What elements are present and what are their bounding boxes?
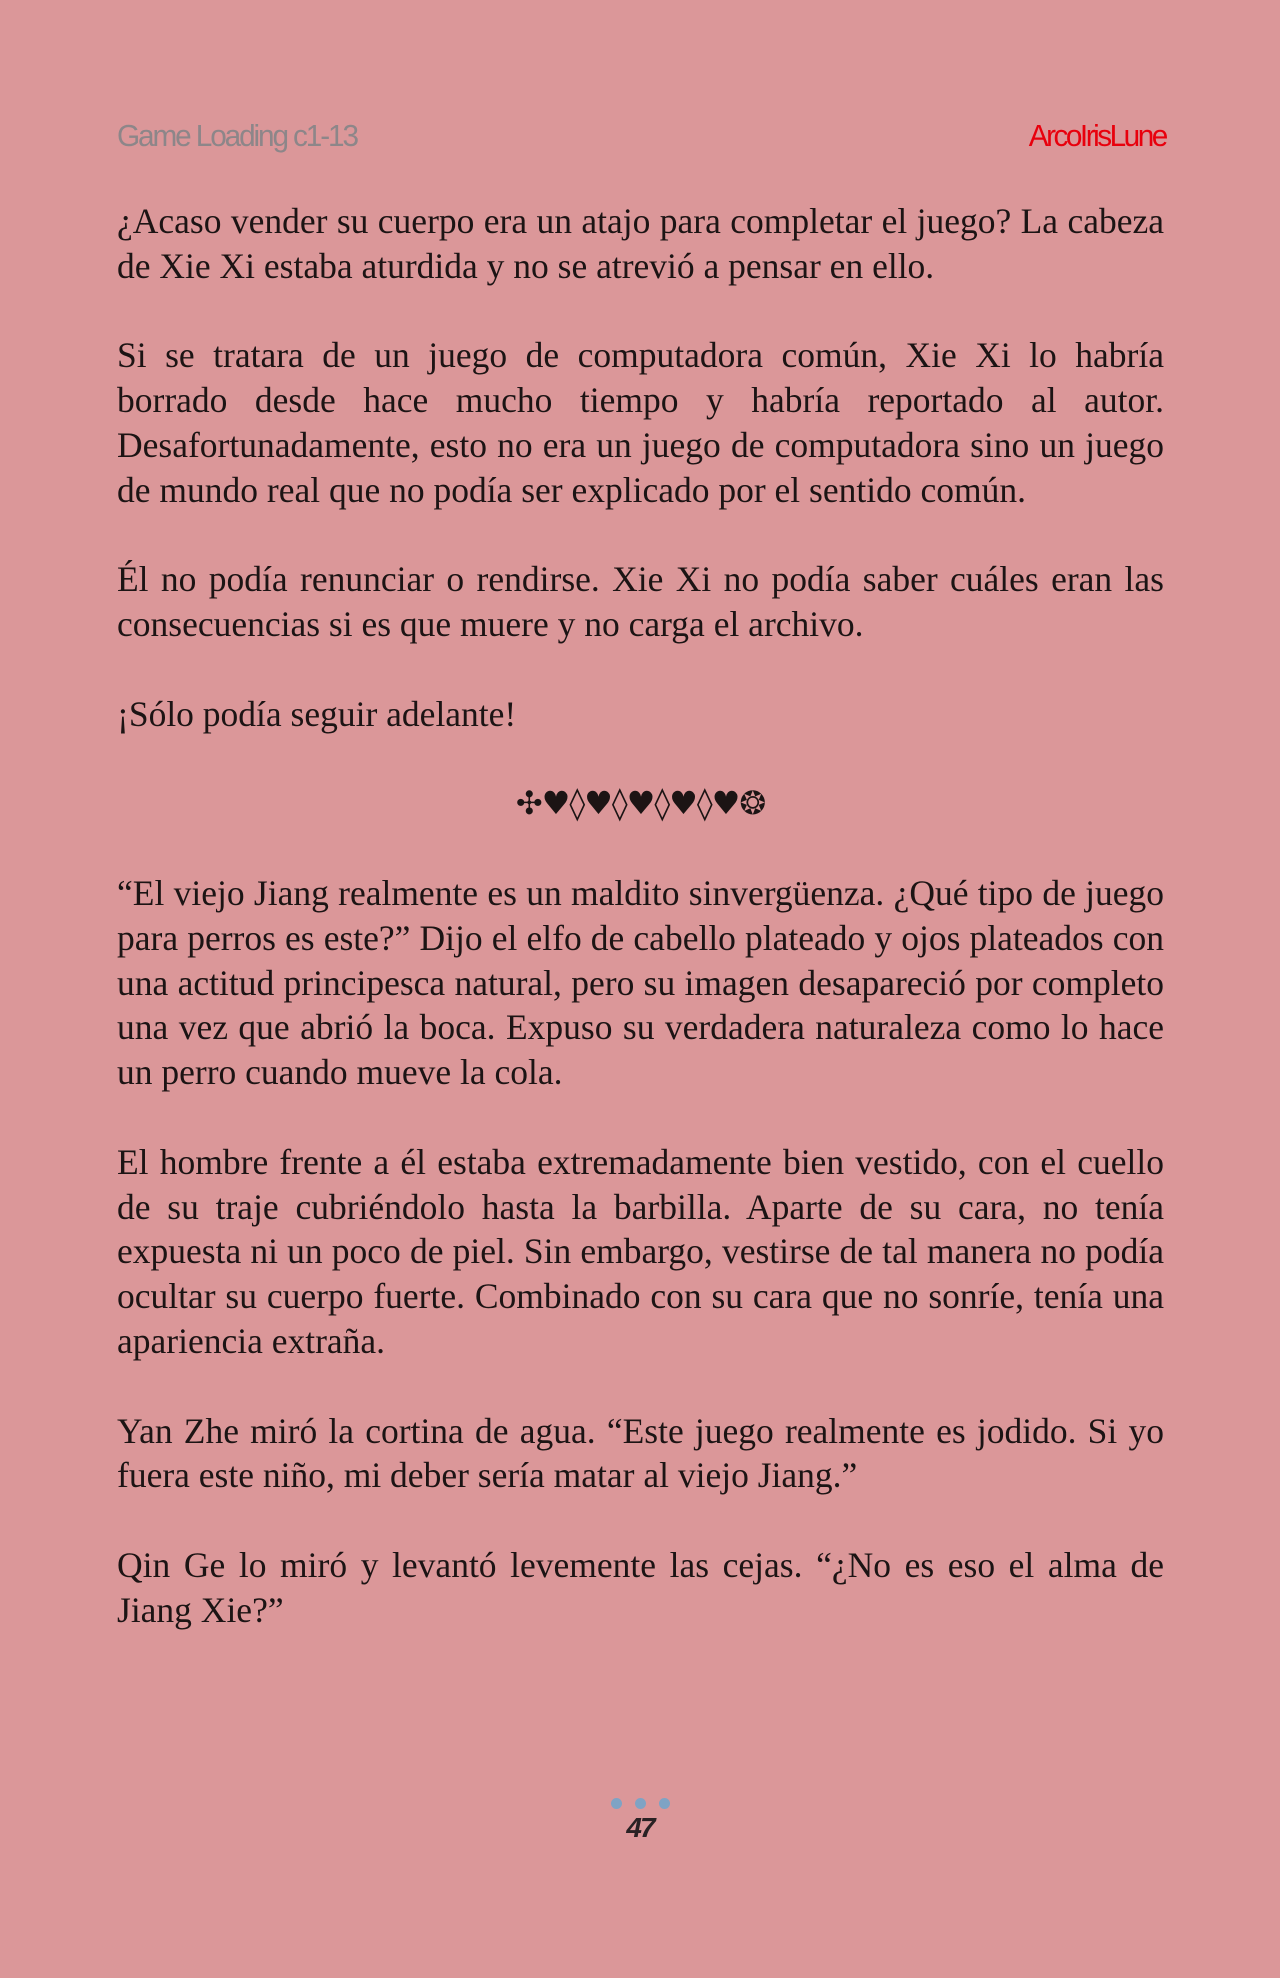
translator-name: ArcoIrisLune xyxy=(1028,118,1166,153)
scene-separator: ✣♥◊♥◊♥◊♥◊♥❂ xyxy=(515,784,766,823)
page-body xyxy=(117,199,1164,1677)
dot-ornament xyxy=(635,1798,646,1809)
paragraph: El hombre frente a él estaba extremadamente bien vestido, con el cuello de su traje cubriéndolo hasta la barbilla. Aparte de su cara, no tenía expuesta ni un poco de piel. Sin embargo, vestirse de tal manera no podía ocultar su cuerpo fuerte. Combinado con su cara que no sonríe, tenía una apariencia extraña. xyxy=(117,1141,1164,1361)
book-title: Game Loading c1-13 xyxy=(117,118,357,153)
dot-ornament xyxy=(659,1798,670,1809)
page-number: 47 xyxy=(626,1812,654,1843)
paragraph: Él no podía renunciar o rendirse. Xie Xi no podía saber cuáles eran las consecuencias si es que muere y no carga el archivo. xyxy=(117,559,1164,645)
paragraph: “El viejo Jiang realmente es un maldito sinvergüenza. ¿Qué tipo de juego para perros es este?” Dijo el elfo de cabello plateado y ojos plateados con una actitud principesca natural, pero su imagen desapareció por completo una vez que abrió la boca. Expuso su verdadera naturaleza como lo hace un perro cuando mueve la cola. xyxy=(117,872,1164,1093)
page-footer xyxy=(0,1798,1280,1844)
paragraph: Yan Zhe miró la cortina de agua. “Este juego realmente es jodido. Si yo fuera este niño, mi deber sería matar al viejo Jiang.” xyxy=(117,1410,1164,1496)
paragraph: ¡Sólo podía seguir adelante! xyxy=(117,693,517,734)
paragraph: Qin Ge lo miró y levantó levemente las cejas. “¿No es eso el alma de Jiang Xie?” xyxy=(117,1544,1164,1630)
page-header xyxy=(117,118,1166,162)
paragraph: ¿Acaso vender su cuerpo era un atajo para completar el juego? La cabeza de Xie Xi estaba aturdida y no se atrevió a pensar en ello. xyxy=(117,201,1164,286)
paragraph: Si se tratara de un juego de computadora común, Xie Xi lo habría borrado desde hace mucho tiempo y habría reportado al autor. Desafortunadamente, esto no era un juego de computadora sino un juego de mundo real que no podía ser explicado por el sentido común. xyxy=(117,335,1164,510)
footer-dots xyxy=(0,1798,1280,1812)
dot-ornament xyxy=(611,1798,622,1809)
